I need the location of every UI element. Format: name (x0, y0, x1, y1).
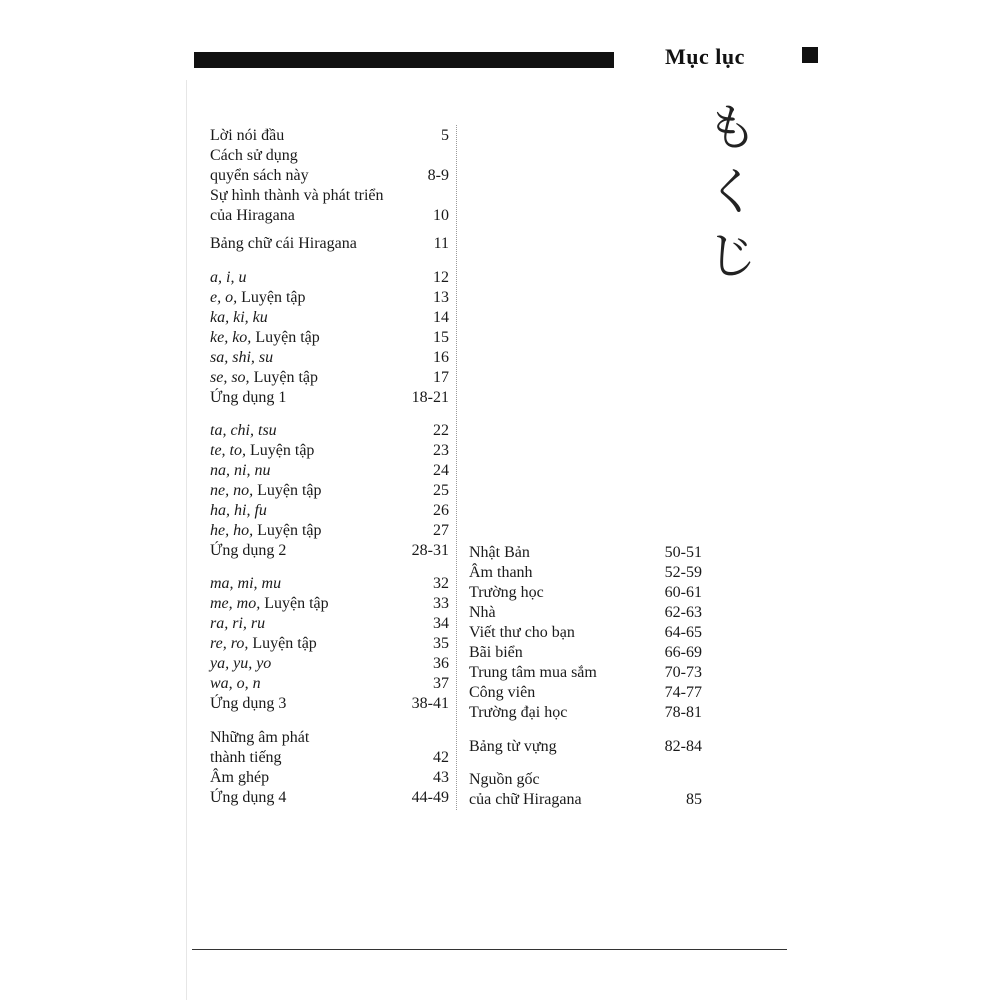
toc-entry-label (210, 368, 318, 388)
romaji-syllables: ma, mi, mu (210, 575, 282, 592)
practice-label: Luyện tập (237, 289, 306, 306)
toc-entry-label (210, 308, 268, 328)
toc-page-number: 22 (433, 422, 449, 439)
practice-label: Luyện tập (248, 635, 317, 652)
toc-page-number: 32 (433, 575, 449, 592)
toc-entry-line: Ứng dụng 1 (210, 389, 287, 406)
kana-char: く (707, 163, 757, 221)
toc-page-number: 70-73 (664, 664, 702, 681)
toc-entry-line: Công viên (469, 684, 536, 701)
toc-entry-label (210, 234, 357, 254)
romaji-syllables: ha, hi, fu (210, 502, 267, 519)
toc-entry-line: Viết thư cho bạn (469, 624, 575, 641)
toc-page-number: 42 (433, 749, 449, 766)
kana-title (704, 96, 760, 288)
toc-entry-line: Trường học (469, 584, 544, 601)
toc-entry-line: Ứng dụng 4 (210, 789, 287, 806)
practice-label: Luyện tập (251, 329, 320, 346)
toc-page-number: 62-63 (664, 604, 702, 621)
page-edge-line (186, 80, 187, 1000)
toc-entry-label (210, 594, 329, 614)
toc-page-number: 10 (433, 207, 449, 224)
bottom-rule (192, 949, 787, 950)
practice-label: Luyện tập (253, 522, 322, 539)
toc-entry-line: Trường đại học (469, 704, 568, 721)
toc-entry-line: của chữ Hiragana (469, 791, 582, 808)
romaji-syllables: me, mo, (210, 595, 261, 612)
toc-entry-label (210, 614, 265, 634)
toc-page-number: 60-61 (664, 584, 702, 601)
toc-entry-label (210, 768, 269, 788)
toc-entry-label (210, 694, 286, 714)
toc-entry-line: Nhà (469, 604, 496, 621)
toc-entry-label (469, 583, 544, 603)
toc-page-number: 18-21 (411, 389, 449, 406)
toc-entry-line: Bảng chữ cái Hiragana (210, 235, 357, 252)
toc-page-number: 17 (433, 369, 449, 386)
kana-char: じ (707, 227, 757, 285)
toc-entry-label (469, 563, 533, 583)
toc-entry-label (210, 461, 270, 481)
toc-page-number: 43 (433, 769, 449, 786)
practice-label: Luyện tập (246, 442, 315, 459)
toc-entry-label (210, 268, 246, 288)
toc-entry-label (210, 348, 273, 368)
toc-entry-label (210, 388, 286, 408)
toc-page-number: 13 (433, 289, 449, 306)
toc-page-number: 12 (433, 269, 449, 286)
romaji-syllables: ta, chi, tsu (210, 422, 277, 439)
toc-entry-line: Bảng từ vựng (469, 738, 557, 755)
toc-entry-line: Trung tâm mua sắm (469, 664, 597, 681)
toc-entry-label (469, 737, 557, 757)
toc-entry-label (469, 643, 523, 663)
toc-entry-line: Sự hình thành và phát triển (210, 187, 384, 204)
toc-page-number: 85 (686, 791, 702, 808)
kana-char: も (707, 99, 757, 157)
romaji-syllables: re, ro, (210, 635, 249, 652)
toc-entry-label (210, 634, 317, 654)
toc-entry-line: Nhật Bản (469, 544, 530, 561)
practice-label: Luyện tập (260, 595, 329, 612)
toc-entry-line: Âm thanh (469, 564, 533, 581)
toc-entry-label (210, 674, 261, 694)
toc-entry-label (210, 788, 286, 808)
toc-entry-line: của Hiragana (210, 207, 295, 224)
toc-page-number: 82-84 (664, 738, 702, 755)
toc-page-number: 37 (433, 675, 449, 692)
header-square-marker (802, 47, 818, 63)
toc-page-number: 50-51 (664, 544, 702, 561)
toc-page-number: 44-49 (411, 789, 449, 806)
toc-entry-label (210, 541, 286, 561)
toc-entry-label (469, 703, 567, 723)
romaji-syllables: te, to, (210, 442, 246, 459)
toc-entry-line: Ứng dụng 3 (210, 695, 287, 712)
romaji-syllables: ka, ki, ku (210, 309, 268, 326)
toc-page-number: 66-69 (664, 644, 702, 661)
toc-entry-label (210, 501, 267, 521)
page-title: Mục lục (665, 44, 745, 69)
toc-entry-label (469, 543, 530, 563)
toc-page-number: 26 (433, 502, 449, 519)
toc-page-number: 33 (433, 595, 449, 612)
practice-label: Luyện tập (249, 369, 318, 386)
toc-entry-label (210, 481, 322, 501)
toc-page-number: 78-81 (664, 704, 702, 721)
toc-entry-label (210, 574, 281, 594)
toc-entry-line: Ứng dụng 2 (210, 542, 287, 559)
toc-page-number: 25 (433, 482, 449, 499)
romaji-syllables: e, o, (210, 289, 238, 306)
romaji-syllables: se, so, (210, 369, 250, 386)
romaji-syllables: a, i, u (210, 269, 247, 286)
toc-entry-label (469, 623, 575, 643)
toc-entry-line: Nguồn gốc (469, 771, 540, 788)
toc-entry-label (210, 521, 322, 541)
romaji-syllables: sa, shi, su (210, 349, 274, 366)
toc-page-number: 28-31 (411, 542, 449, 559)
toc-entry-line: Bãi biển (469, 644, 523, 661)
toc-page-number: 8-9 (427, 167, 449, 184)
toc-entry-label (210, 328, 320, 348)
toc-entry-label (210, 186, 384, 226)
toc-page-number: 23 (433, 442, 449, 459)
toc-page-number: 11 (433, 235, 449, 252)
toc-entry-label (210, 126, 284, 146)
toc-page-number: 52-59 (664, 564, 702, 581)
toc-page-number: 34 (433, 615, 449, 632)
toc-entry-line: Lời nói đầu (210, 127, 285, 144)
toc-entry-label (210, 441, 314, 461)
toc-entry-line: Cách sử dụng (210, 147, 298, 164)
romaji-syllables: ya, yu, yo (210, 655, 272, 672)
romaji-syllables: ne, no, (210, 482, 254, 499)
toc-entry-label (469, 770, 582, 810)
toc-page-number: 24 (433, 462, 449, 479)
toc-page-number: 35 (433, 635, 449, 652)
romaji-syllables: he, ho, (210, 522, 254, 539)
practice-label: Luyện tập (253, 482, 322, 499)
romaji-syllables: ke, ko, (210, 329, 252, 346)
romaji-syllables: wa, o, n (210, 675, 261, 692)
toc-page-number: 64-65 (664, 624, 702, 641)
header-bar (194, 52, 614, 68)
toc-entry-line: quyển sách này (210, 167, 309, 184)
toc-entry-label (210, 728, 309, 768)
toc-entry-label (469, 663, 597, 683)
toc-page-number: 15 (433, 329, 449, 346)
toc-page-number: 36 (433, 655, 449, 672)
toc-page-number: 38-41 (411, 695, 449, 712)
toc-entry-label (210, 288, 306, 308)
toc-page-number: 5 (441, 127, 449, 144)
toc-page-number: 16 (433, 349, 449, 366)
toc-entry-label (210, 421, 277, 441)
toc-entry-line: thành tiếng (210, 749, 282, 766)
toc-page-number: 74-77 (664, 684, 702, 701)
romaji-syllables: ra, ri, ru (210, 615, 266, 632)
toc-entry-label (469, 603, 496, 623)
toc-page-number: 14 (433, 309, 449, 326)
toc-entry-line: Âm ghép (210, 769, 270, 786)
romaji-syllables: na, ni, nu (210, 462, 271, 479)
toc-page-number: 27 (433, 522, 449, 539)
toc-entry-label (210, 146, 309, 186)
toc-entry-label (469, 683, 535, 703)
column-divider (456, 125, 457, 810)
toc-entry-label (210, 654, 271, 674)
toc-entry-line: Những âm phát (210, 729, 310, 746)
